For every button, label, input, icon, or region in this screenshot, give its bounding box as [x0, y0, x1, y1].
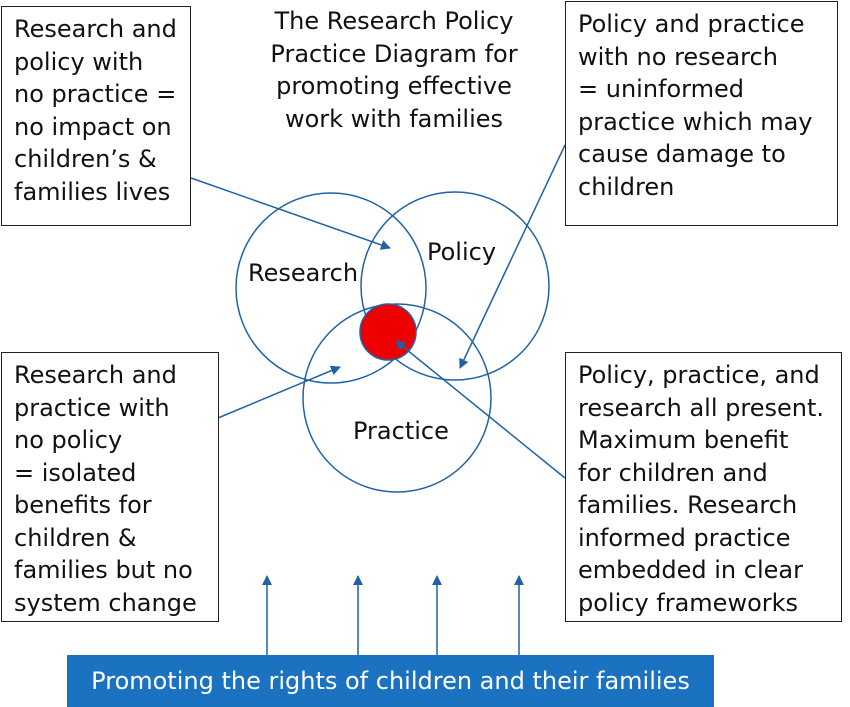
- box-line: = uninformed: [578, 75, 744, 103]
- box-line: policy with: [14, 47, 144, 76]
- box-line: cause damage to: [578, 140, 786, 168]
- box-line: children: [578, 172, 675, 201]
- box-line: Policy and practice: [578, 10, 805, 38]
- box-line: no policy: [14, 426, 123, 454]
- box-line: practice which may: [578, 107, 813, 136]
- box-line: Research and: [14, 361, 177, 389]
- box-line: no practice =: [14, 80, 177, 108]
- research-label: Research: [248, 259, 359, 287]
- title-line: Practice Diagram for: [270, 39, 518, 68]
- title-line: work with families: [284, 104, 504, 133]
- box-line: for children and: [578, 458, 768, 487]
- box-line: families. Research: [578, 491, 798, 519]
- box-line: children’s &: [14, 145, 157, 173]
- box-line: benefits for: [14, 491, 152, 519]
- box-line: practice with: [14, 393, 170, 422]
- box-line: with no research: [578, 42, 778, 71]
- box-line: embedded in clear: [578, 556, 803, 584]
- practice-label: Practice: [353, 417, 449, 445]
- box-line: Maximum benefit: [578, 426, 789, 454]
- box-line: families but no: [14, 556, 193, 584]
- box-line: system change: [14, 588, 197, 617]
- arrow-bottom-left: [218, 367, 340, 418]
- box-line: policy frameworks: [578, 588, 799, 617]
- box-line: Policy, practice, and: [578, 361, 820, 389]
- box-line: informed practice: [578, 523, 791, 552]
- research-policy-no-practice-box: [1, 6, 191, 226]
- box-line: research all present.: [578, 393, 824, 422]
- rights-banner: Promoting the rights of children and their families: [67, 655, 714, 707]
- policy-practice-no-research-box: [565, 1, 838, 226]
- title-line: promoting effective: [276, 72, 512, 100]
- box-line: families lives: [14, 177, 171, 206]
- box-line: Research and: [14, 15, 177, 43]
- policy-label: Policy: [427, 238, 497, 266]
- box-line: children &: [14, 523, 137, 552]
- arrow-bottom-right: [396, 341, 565, 478]
- box-line: no impact on: [14, 112, 172, 141]
- all-present-box: [565, 352, 842, 622]
- arrow-top-left: [191, 178, 390, 248]
- research-practice-no-policy-box: [1, 352, 219, 622]
- center-intersection-dot: [360, 304, 416, 360]
- box-line: = isolated: [14, 458, 137, 487]
- title-line: The Research Policy: [274, 7, 514, 35]
- diagram-title: [258, 5, 530, 135]
